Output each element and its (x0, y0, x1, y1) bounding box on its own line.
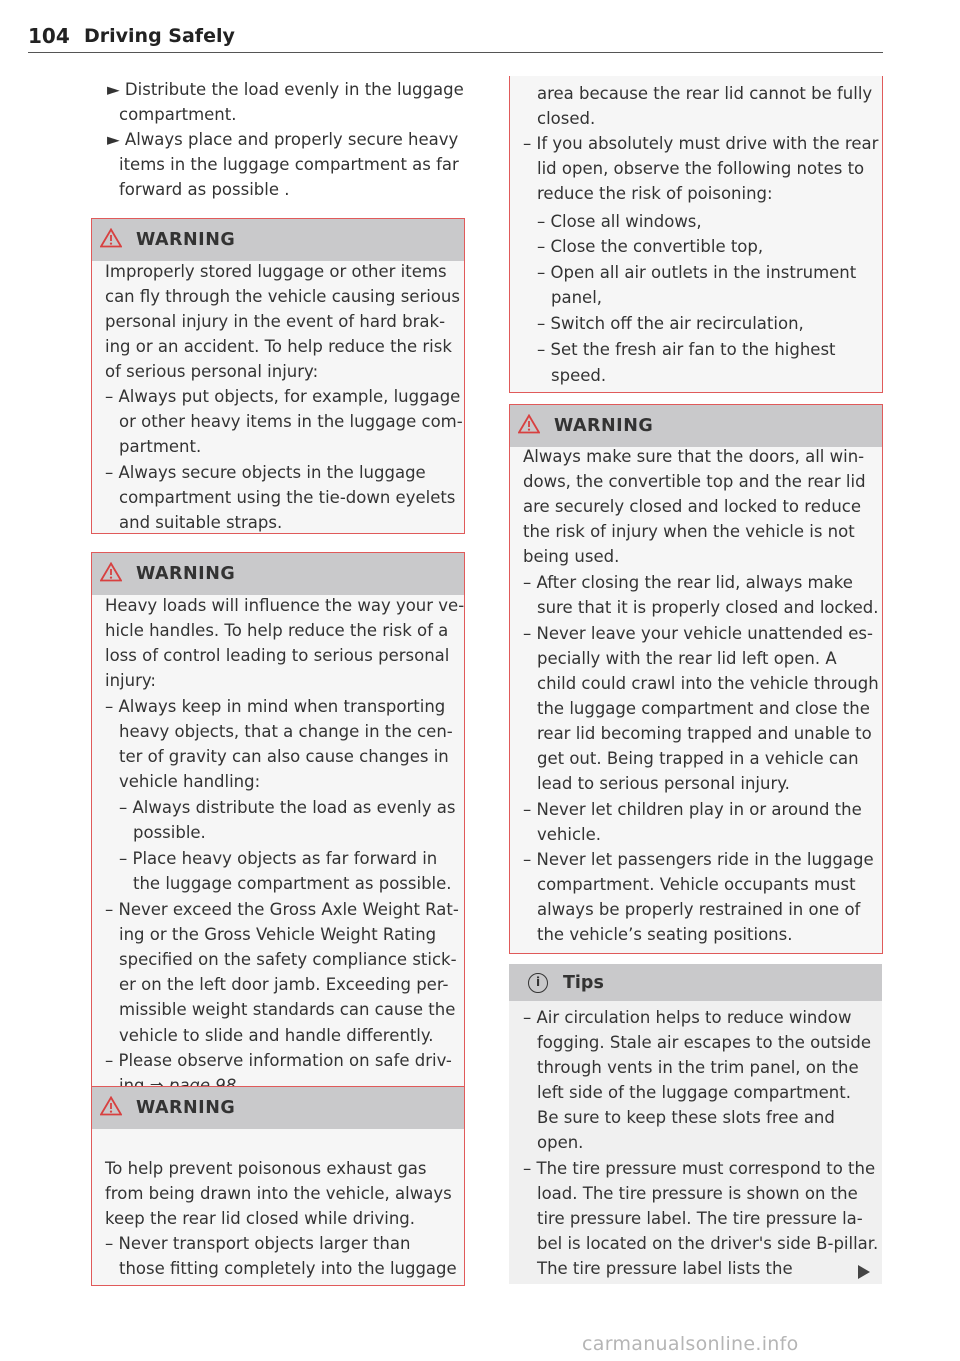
warning-line: and suitable straps. (119, 513, 283, 532)
warning-line: Heavy loads will influence the way your ve- (105, 596, 465, 615)
warning-line: vehicle to slide and handle differently. (119, 1026, 434, 1045)
tips-line: load. The tire pressure is shown on the (537, 1184, 858, 1203)
warning-line: being used. (523, 547, 620, 566)
warning-line: panel, (551, 288, 603, 307)
warning-line: the risk of injury when the vehicle is not (523, 522, 855, 541)
tips-line: left side of the luggage compartment. (537, 1083, 851, 1102)
warning-line: rear lid becoming trapped and unable to (537, 724, 872, 743)
warning-line: – Close all windows, (537, 212, 702, 231)
tips-line: tire pressure label. The tire pressure la- (537, 1209, 863, 1228)
warning-line: ing or the Gross Vehicle Weight Rating (119, 925, 437, 944)
warning-line: – Never transport objects larger than (105, 1234, 411, 1253)
warning-line: vehicle. (537, 825, 602, 844)
intro-line: items in the luggage compartment as far (119, 155, 459, 174)
warning-line: compartment using the tie-down eyelets (119, 488, 456, 507)
warning-triangle-icon (100, 562, 122, 582)
warning-title: WARNING (136, 230, 236, 250)
warning-title: WARNING (136, 564, 236, 584)
warning-line: To help prevent poisonous exhaust gas (105, 1159, 427, 1178)
warning-line: always be properly restrained in one of (537, 900, 861, 919)
page-number: 104 (28, 24, 70, 48)
warning-line: can fly through the vehicle causing serious (105, 287, 460, 306)
warning-line: – Please observe information on safe driv- (105, 1051, 452, 1070)
tips-line: – Air circulation helps to reduce window (523, 1008, 852, 1027)
warning-line: specified on the safety compliance stick- (119, 950, 457, 969)
warning-line: Always make sure that the doors, all win- (523, 447, 865, 466)
warning-line: – Always keep in mind when transporting (105, 697, 446, 716)
warning-line: those fitting completely into the luggage (119, 1259, 457, 1278)
tips-line: fogging. Stale air escapes to the outside (537, 1033, 871, 1052)
warning-line: Improperly stored luggage or other items (105, 262, 447, 281)
warning-line: – If you absolutely must drive with the rear (523, 134, 879, 153)
warning-line: heavy objects, that a change in the cen- (119, 722, 453, 741)
warning-line: compartment. Vehicle occupants must (537, 875, 856, 894)
warning-line: personal injury in the event of hard brak- (105, 312, 446, 331)
warning-line: reduce the risk of poisoning: (537, 184, 773, 203)
warning-line: – Always secure objects in the luggage (105, 463, 426, 482)
warning-line: area because the rear lid cannot be fully (537, 84, 873, 103)
warning-line: – Switch off the air recirculation, (537, 314, 804, 333)
warning-line: or other heavy items in the luggage com- (119, 412, 463, 431)
warning-line: – Always put objects, for example, luggage (105, 387, 461, 406)
warning-line: are securely closed and locked to reduce (523, 497, 862, 516)
warning-line: – Never let passengers ride in the luggage (523, 850, 874, 869)
warning-line: – Always distribute the load as evenly as (119, 798, 456, 817)
section-title: Driving Safely (84, 25, 235, 47)
warning-triangle-icon (100, 1096, 122, 1116)
warning-line: closed. (537, 109, 596, 128)
warning-line: – After closing the rear lid, always make (523, 573, 853, 592)
warning-line: – Open all air outlets in the instrument (537, 263, 857, 282)
warning-line: get out. Being trapped in a vehicle can (537, 749, 859, 768)
warning-line: ter of gravity can also cause changes in (119, 747, 449, 766)
warning-header (92, 1087, 464, 1129)
footer-watermark: carmanualsonline.info (582, 1333, 799, 1355)
warning-title: WARNING (136, 1098, 236, 1118)
warning-line: missible weight standards can cause the (119, 1000, 456, 1019)
tips-line: – The tire pressure must correspond to the (523, 1159, 876, 1178)
intro-line: ► Always place and properly secure heavy (107, 130, 459, 149)
warning-line: – Set the fresh air fan to the highest (537, 340, 836, 359)
warning-title: WARNING (554, 416, 654, 436)
intro-line: forward as possible . (119, 180, 290, 199)
tips-line: open. (537, 1133, 584, 1152)
warning-line: lid open, observe the following notes to (537, 159, 865, 178)
warning-line: sure that it is properly closed and locked. (537, 598, 879, 617)
info-icon: i (528, 973, 548, 993)
warning-line: hicle handles. To help reduce the risk of a (105, 621, 449, 640)
warning-line: lead to serious personal injury. (537, 774, 790, 793)
warning-line: dows, the convertible top and the rear lid (523, 472, 866, 491)
intro-line: ► Distribute the load evenly in the luggage (107, 80, 464, 99)
warning-header (92, 553, 464, 595)
warning-line: – Place heavy objects as far forward in (119, 849, 438, 868)
warning-line: the luggage compartment and close the (537, 699, 870, 718)
warning-header (510, 405, 882, 447)
warning-line: vehicle handling: (119, 772, 261, 791)
warning-line: from being drawn into the vehicle, always (105, 1184, 452, 1203)
warning-line: – Close the convertible top, (537, 237, 764, 256)
warning-triangle-icon (100, 228, 122, 248)
warning-triangle-icon (518, 414, 540, 434)
warning-header (92, 219, 464, 261)
warning-line: of serious personal injury: (105, 362, 319, 381)
continue-arrow-icon (858, 1265, 870, 1279)
tips-line: through vents in the trim panel, on the (537, 1058, 859, 1077)
warning-line: the vehicle’s seating positions. (537, 925, 793, 944)
warning-line: the luggage compartment as possible. (133, 874, 452, 893)
warning-line: speed. (551, 366, 607, 385)
tips-title: Tips (563, 973, 604, 993)
tips-header (509, 964, 882, 1001)
tips-line: The tire pressure label lists the (537, 1259, 793, 1278)
tips-line: Be sure to keep these slots free and (537, 1108, 835, 1127)
warning-line: ing or an accident. To help reduce the risk (105, 337, 452, 356)
warning-line: loss of control leading to serious personal (105, 646, 450, 665)
warning-line: pecially with the rear lid left open. A (537, 649, 837, 668)
warning-line: child could crawl into the vehicle through (537, 674, 879, 693)
warning-line: keep the rear lid closed while driving. (105, 1209, 416, 1228)
tips-line: bel is located on the driver's side B-pillar. (537, 1234, 879, 1253)
warning-line: – Never leave your vehicle unattended es- (523, 624, 873, 643)
intro-line: compartment. (119, 105, 237, 124)
warning-line: possible. (133, 823, 206, 842)
warning-line: partment. (119, 437, 202, 456)
warning-line: injury: (105, 671, 156, 690)
warning-line: – Never exceed the Gross Axle Weight Rat- (105, 900, 459, 919)
warning-line: – Never let children play in or around the (523, 800, 862, 819)
warning-line: er on the left door jamb. Exceeding per- (119, 975, 449, 994)
page-header (28, 24, 883, 53)
